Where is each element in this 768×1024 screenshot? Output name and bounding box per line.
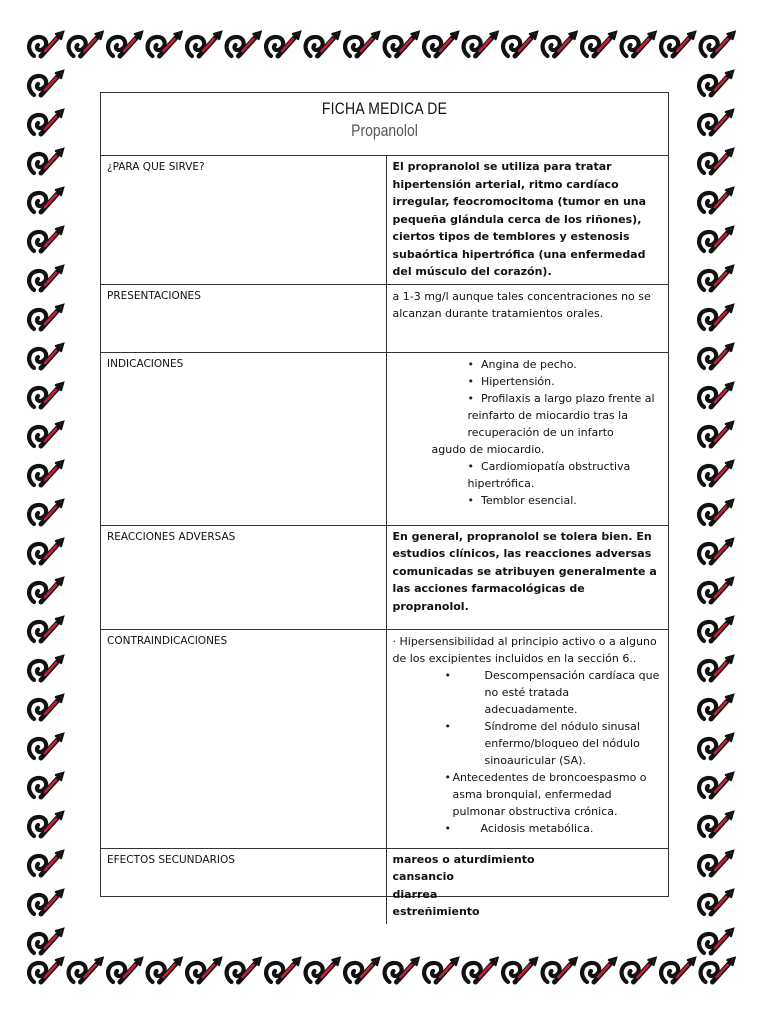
- list-item: • Acidosis metabólica.: [393, 820, 663, 837]
- border-ornament: [29, 383, 63, 407]
- border-ornament: [266, 958, 300, 982]
- border-ornament: [582, 958, 616, 982]
- border-ornament: [29, 812, 63, 836]
- row-value-reacciones: En general, propranolol se tolera bien. En estudios clínicos, las reacciones adversas comunicadas se atribuyen generalmente a las acciones farmacológicas de propranolol.: [386, 525, 668, 629]
- border-ornament: [306, 32, 340, 56]
- border-ornament: [29, 539, 63, 563]
- list-item: mareos o aturdimiento: [392, 852, 535, 866]
- border-ornament: [29, 149, 63, 173]
- list-item: • Síndrome del nódulo sinusal enfermo/bloqueo del nódulo sinoauricular (SA).: [393, 718, 663, 769]
- border-ornament: [29, 266, 63, 290]
- border-ornament: [699, 734, 733, 758]
- row-value-presentaciones: a 1-3 mg/l aunque tales concentraciones no se alcanzan durante tratamientos orales.: [386, 284, 668, 352]
- border-ornament: [29, 227, 63, 251]
- border-ornament: [661, 32, 695, 56]
- border-ornament: [661, 958, 695, 982]
- border-ornament: [29, 110, 63, 134]
- border-ornament: [29, 500, 63, 524]
- border-ornament: [148, 958, 182, 982]
- border-ornament: [69, 958, 103, 982]
- border-ornament: [148, 32, 182, 56]
- border-ornament: [582, 32, 616, 56]
- border-ornament: [345, 32, 379, 56]
- border-ornament: [29, 71, 63, 95]
- border-ornament: [543, 958, 577, 982]
- border-ornament: [622, 32, 656, 56]
- row-value-efectos: [386, 848, 668, 924]
- row-label-contraindicaciones: CONTRAINDICACIONES: [101, 629, 386, 848]
- border-ornament: [699, 110, 733, 134]
- drug-name: Propanolol: [351, 121, 418, 140]
- list-item: agudo de miocardio.: [431, 442, 545, 456]
- border-ornament: [699, 500, 733, 524]
- border-ornament: [29, 188, 63, 212]
- list-item: diarrea: [392, 887, 438, 901]
- border-ornament: [29, 929, 63, 953]
- border-ornament: [699, 851, 733, 875]
- list-item: • Temblor esencial.: [432, 492, 663, 509]
- border-ornament: [306, 958, 340, 982]
- border-ornament: [699, 188, 733, 212]
- border-ornament: [699, 578, 733, 602]
- table-row: [101, 284, 668, 352]
- row-label-indicaciones: INDICACIONES: [101, 352, 386, 525]
- border-ornament: [503, 32, 537, 56]
- border-ornament: [464, 958, 498, 982]
- border-ornament: [29, 461, 63, 485]
- border-ornament: [503, 958, 537, 982]
- border-ornament: [385, 32, 419, 56]
- border-ornament: [699, 812, 733, 836]
- list-item: • Hipertensión.: [432, 373, 663, 390]
- page-title: FICHA MEDICA DE: [321, 99, 448, 118]
- border-ornament: [385, 958, 419, 982]
- border-ornament: [699, 383, 733, 407]
- border-ornament: [266, 32, 300, 56]
- row-label-presentaciones: PRESENTACIONES: [101, 284, 386, 352]
- border-ornament: [699, 656, 733, 680]
- border-ornament: [187, 958, 221, 982]
- border-ornament: [227, 32, 261, 56]
- border-ornament: [699, 461, 733, 485]
- row-label-reacciones: REACCIONES ADVERSAS: [101, 525, 386, 629]
- border-ornament: [29, 890, 63, 914]
- border-ornament: [699, 539, 733, 563]
- table-row: [101, 848, 668, 924]
- row-value-uso: El propranolol se utiliza para tratar hipertensión arterial, ritmo cardíaco irregular, feocromocitoma (tumor en una pequeña glándula cerca de los riñones), ciertos tipos de temblores y estenosis subaórtica hipertrófica (una enfermedad del músculo del corazón).: [392, 160, 647, 278]
- border-ornament: [29, 734, 63, 758]
- border-ornament: [699, 71, 733, 95]
- list-item: • Descompensación cardíaca que no esté tratada adecuadamente.: [393, 667, 663, 718]
- border-ornament: [699, 344, 733, 368]
- border-ornament: [699, 773, 733, 797]
- border-ornament: [29, 695, 63, 719]
- border-ornament: [108, 32, 142, 56]
- border-ornament: [424, 32, 458, 56]
- table-row: [101, 352, 668, 525]
- border-ornament: [108, 958, 142, 982]
- border-ornament: [543, 32, 577, 56]
- border-ornament: [699, 929, 733, 953]
- border-ornament: [699, 890, 733, 914]
- list-item: • Profilaxis a largo plazo frente al reinfarto de miocardio tras la recuperación de un infarto: [432, 390, 663, 441]
- border-ornament: [29, 305, 63, 329]
- border-ornament: [464, 32, 498, 56]
- list-item: • Cardiomiopatía obstructiva hipertrófica.: [432, 458, 663, 492]
- border-ornament: [701, 958, 735, 982]
- border-ornament: [699, 617, 733, 641]
- border-ornament: [29, 578, 63, 602]
- border-ornament: [699, 305, 733, 329]
- border-ornament: [227, 958, 261, 982]
- border-ornament: [29, 344, 63, 368]
- row-label-uso: ¿PARA QUE SIRVE?: [101, 156, 386, 284]
- border-ornament: [699, 266, 733, 290]
- border-ornament: [29, 422, 63, 446]
- info-table: [101, 156, 668, 924]
- border-ornament: [29, 617, 63, 641]
- list-item: • Angina de pecho.: [432, 356, 663, 373]
- border-ornament: [699, 422, 733, 446]
- medical-sheet: [100, 92, 669, 918]
- border-ornament: [345, 958, 379, 982]
- row-value-contraindicaciones: [386, 629, 668, 848]
- table-row: [101, 156, 668, 284]
- table-row: [101, 629, 668, 848]
- border-ornament: [29, 773, 63, 797]
- border-ornament: [29, 958, 63, 982]
- list-item: cansancio: [392, 870, 454, 883]
- table-row: [101, 525, 668, 629]
- border-ornament: [187, 32, 221, 56]
- row-value-indicaciones: [386, 352, 668, 525]
- border-ornament: [29, 32, 63, 56]
- title-block: [101, 93, 668, 156]
- list-item: • Antecedentes de broncoespasmo o asma bronquial, enfermedad pulmonar obstructiva crónica.: [393, 769, 663, 820]
- border-ornament: [699, 149, 733, 173]
- border-ornament: [699, 227, 733, 251]
- row-label-efectos: EFECTOS SECUNDARIOS: [101, 848, 386, 924]
- border-ornament: [69, 32, 103, 56]
- border-ornament: [29, 851, 63, 875]
- border-ornament: [622, 958, 656, 982]
- border-ornament: [699, 695, 733, 719]
- border-ornament: [701, 32, 735, 56]
- list-item: estreñimiento: [392, 905, 480, 918]
- border-ornament: [29, 656, 63, 680]
- contra-intro: · Hipersensibilidad al principio activo o a alguno de los excipientes incluidos en la sección 6..: [392, 634, 657, 665]
- border-ornament: [424, 958, 458, 982]
